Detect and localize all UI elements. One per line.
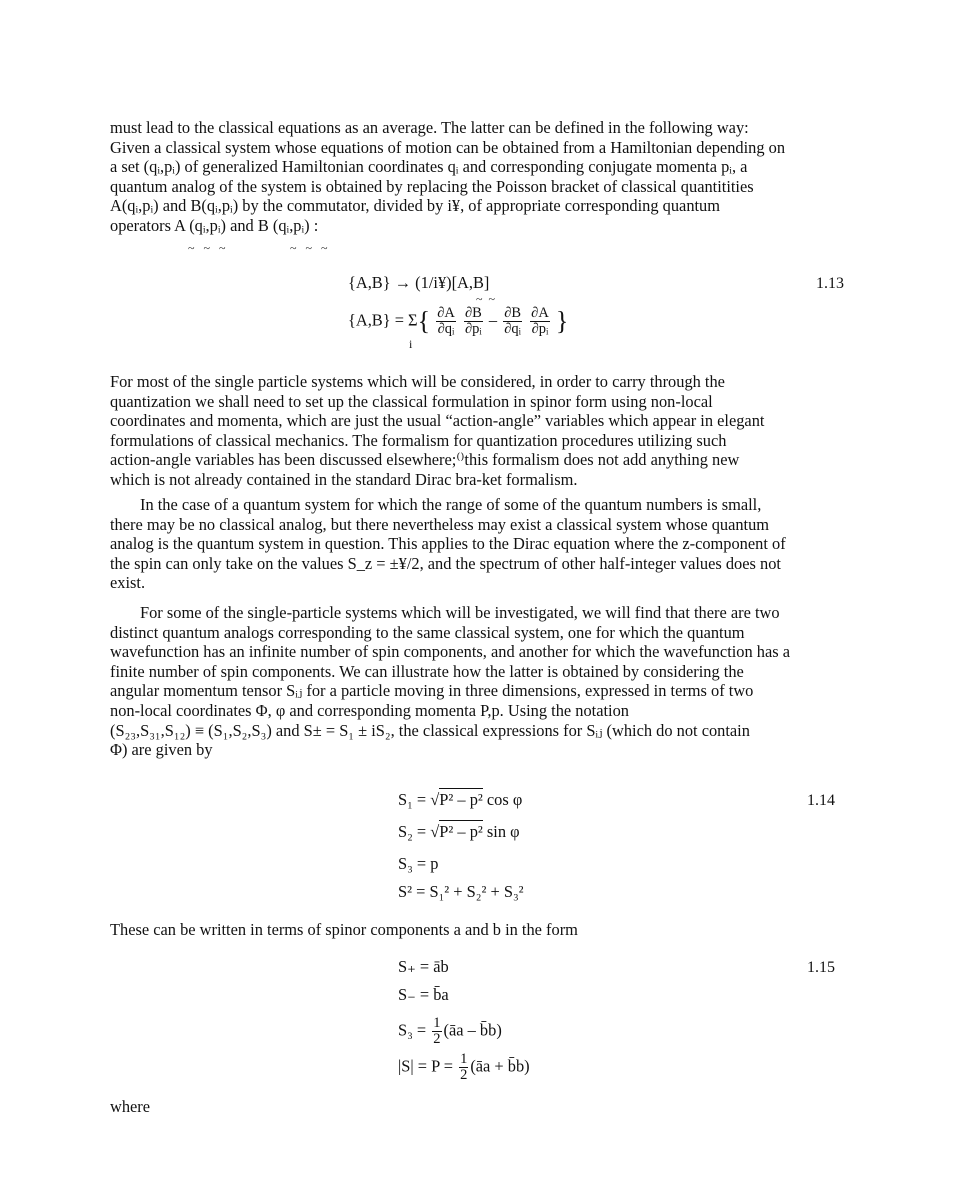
text-line: action-angle variables has been discussed elsewhere;⁽⁾this formalism does not add anything new <box>110 450 740 470</box>
text-line: quantum analog of the system is obtained by replacing the Poisson bracket of classical quantitities <box>110 176 754 196</box>
fraction <box>464 306 483 337</box>
numerator: ∂A <box>531 305 549 321</box>
paragraph-where <box>110 1097 858 1117</box>
denominator: ∂qᵢ <box>437 321 455 337</box>
paragraph-spinor <box>110 920 858 940</box>
denominator: 2 <box>460 1067 468 1083</box>
numerator: 1 <box>460 1051 468 1067</box>
tilde-mark: ~ ~ <box>476 292 495 306</box>
text-line: a set (qᵢ,pᵢ) of generalized Hamiltonian coordinates qᵢ and corresponding conjugate momenta pᵢ, a <box>110 157 748 177</box>
fraction <box>503 306 522 337</box>
paragraph-quantization <box>110 372 858 490</box>
text-line: For most of the single particle systems which will be considered, in order to carry through the <box>110 372 725 391</box>
text-line: angular momentum tensor Sᵢⱼ for a particle moving in three dimensions, expressed in terms of two <box>110 681 754 701</box>
numerator: ∂B <box>464 305 482 321</box>
text-line: formulations of classical mechanics. The formalism for quantization procedures utilizing such <box>110 430 727 450</box>
text-line: For some of the single-particle systems which will be investigated, we will find that there are two <box>140 603 780 622</box>
sum-index: i <box>409 337 413 351</box>
numerator: ∂A <box>437 305 455 321</box>
equation-tail: sin φ <box>482 822 520 841</box>
equation-lhs: S₂ = <box>398 822 431 841</box>
paragraph-single-particle <box>110 603 858 760</box>
text-line: finite number of spin components. We can illustrate how the latter is obtained by considering the <box>110 661 744 681</box>
equation-text: {A,B} → (1/i¥)[A,B] <box>348 273 490 292</box>
tilde-mark: ~ ~ ~ <box>188 241 226 255</box>
text-line: A(qᵢ,pᵢ) and B(qᵢ,pᵢ) by the commutator, divided by i¥, of appropriate corresponding quantum <box>110 196 721 216</box>
tilde-mark: ~ ~ ~ <box>290 241 328 255</box>
text-line: exist. <box>110 573 146 593</box>
equation-1-14-s-squared: S² = S₁² + S₂² + S₃² <box>398 882 524 901</box>
equation-rhs: (āa – b̄b) <box>443 1020 502 1040</box>
equation-rhs: (āa + b̄b) <box>470 1056 530 1076</box>
equation-1-15-splus: S₊ = āb <box>398 957 449 976</box>
equation-tail: cos φ <box>482 790 523 809</box>
denominator: ∂pᵢ <box>464 321 482 337</box>
sqrt-radicand: P² – p² <box>439 790 483 809</box>
equation-1-15-s3 <box>398 1016 502 1047</box>
numerator: ∂B <box>504 305 522 321</box>
text-line: In the case of a quantum system for which the range of some of the quantum numbers is small, <box>140 495 762 514</box>
text-line: which is not already contained in the standard Dirac bra-ket formalism. <box>110 469 578 489</box>
text-line: analog is the quantum system in question. This applies to the Dirac equation where the z-component of <box>110 534 786 554</box>
text-line: where <box>110 1097 151 1116</box>
equation-1-14-s1: S₁ = √P² – p² cos φ <box>398 790 523 809</box>
equation-number: 1.14 <box>807 792 835 809</box>
text-line: wavefunction has an infinite number of spin components, and another for which the wavefunction has a <box>110 642 791 662</box>
equation-1-15-magnitude <box>398 1052 530 1083</box>
text-line: coordinates and momenta, which are just the usual “action-angle” variables which appear in elegant <box>110 411 765 431</box>
paragraph-intro <box>110 118 858 236</box>
text-line: the spin can only take on the values S_z = ±¥/2, and the spectrum of other half-integer values does not <box>110 553 781 573</box>
equation-number: 1.15 <box>807 959 835 976</box>
equation-lhs: |S| = P = <box>398 1056 458 1076</box>
equation-1-13-line1 <box>348 273 489 293</box>
fraction-half <box>432 1016 441 1047</box>
text-line: (S₂₃,S₃₁,S₁₂) ≡ (S₁,S₂,S₃) and S± = S₁ ± iS₂, the classical expressions for Sᵢⱼ (which do not contain <box>110 720 750 740</box>
text-line: there may be no classical analog, but there nevertheless may exist a classical system whose quantum <box>110 514 770 534</box>
equation-1-13-line2 <box>348 306 568 337</box>
equation-1-15-sminus: S₋ = b̄a <box>398 985 449 1004</box>
text-line: quantization we shall need to set up the classical formulation in spinor form using non-local <box>110 391 713 411</box>
text-line: must lead to the classical equations as an average. The latter can be defined in the following way: <box>110 118 749 137</box>
brace-close: } <box>555 306 569 336</box>
denominator: ∂qᵢ <box>504 321 522 337</box>
sqrt-radicand: P² – p² <box>439 822 483 841</box>
fraction <box>530 306 550 337</box>
equation-lhs: {A,B} = Σ <box>348 310 418 330</box>
brace-open: { <box>417 306 431 336</box>
fraction-half <box>459 1052 468 1083</box>
text-line: operators A (qᵢ,pᵢ) and B (qᵢ,pᵢ) : <box>110 215 319 235</box>
fraction <box>436 306 456 337</box>
text-line: distinct quantum analogs corresponding to the same classical system, one for which the quantum <box>110 622 745 642</box>
equation-1-14-s2: S₂ = √P² – p² sin φ <box>398 822 520 841</box>
minus-sign: – <box>488 310 498 330</box>
equation-lhs: S₃ = <box>398 1020 431 1040</box>
text-line: These can be written in terms of spinor components a and b in the form <box>110 920 578 939</box>
text-line: Φ) are given by <box>110 740 213 760</box>
equation-lhs: S₁ = <box>398 790 431 809</box>
text-line: non-local coordinates Φ, φ and corresponding momenta P,p. Using the notation <box>110 700 629 720</box>
numerator: 1 <box>433 1015 441 1031</box>
denominator: 2 <box>433 1031 441 1047</box>
paragraph-quantum-system <box>110 495 858 593</box>
equation-1-14-s3: S₃ = p <box>398 854 439 873</box>
denominator: ∂pᵢ <box>531 321 549 337</box>
equation-number: 1.13 <box>816 275 844 292</box>
text-line: Given a classical system whose equations of motion can be obtained from a Hamiltonian depending on <box>110 137 786 157</box>
